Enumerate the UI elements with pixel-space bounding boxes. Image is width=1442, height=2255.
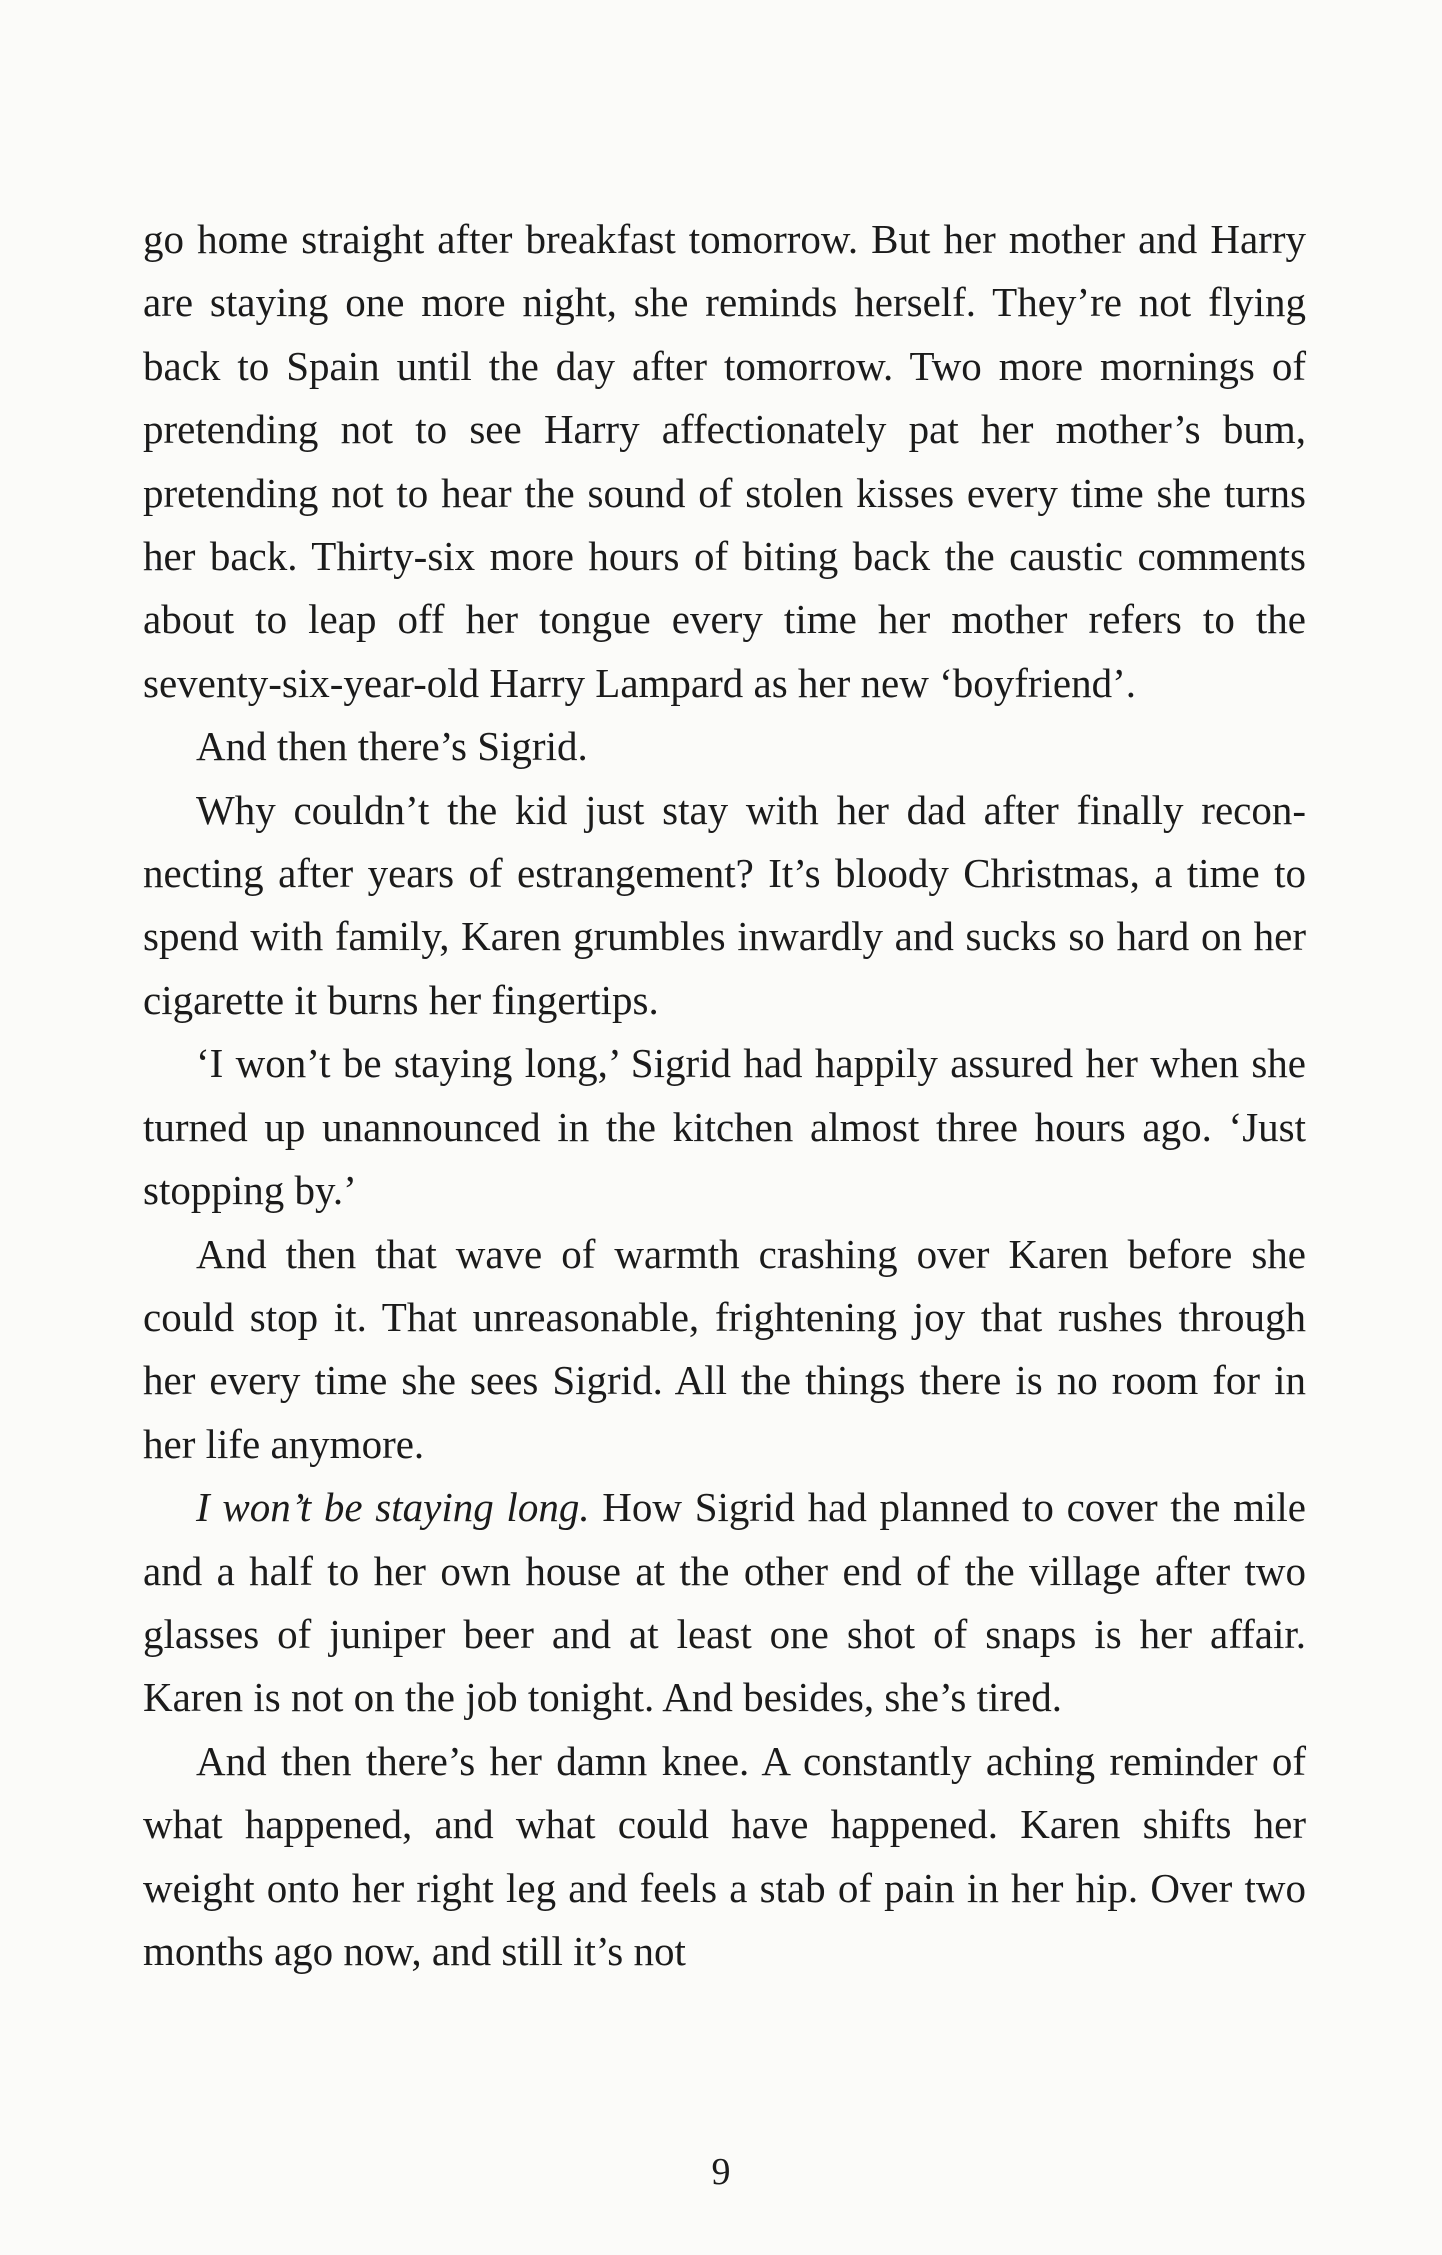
paragraph-7: And then there’s her damn knee. A constantly aching reminder of what happened, and what could have happened. Karen shifts her weight onto her right leg and feels a stab of pain in her hip. Over two months ago now, and still it’s not [143,1737,1306,1974]
paragraph-3: Why couldn’t the kid just stay with her dad after finally reconnecting after years of estrangement? It’s bloody Christmas, a time to spend with family, Karen grumbles inwardly and sucks so hard on her cigarette it burns her fingertips. [143,786,1306,1023]
paragraph-6 [143,1476,1306,1730]
paragraph-6-text: How Sigrid had planned to cover the mile and a half to her own house at the other end of the village after two glasses of juniper beer and at least one shot of snaps is her affair. Karen is not on the job tonight. And besides, she’s tired. [143,1484,1307,1721]
italic-quote: I won’t be staying long. [196,1484,590,1531]
paragraph-5: And then that wave of warmth crashing over Karen before she could stop it. That unreasonable, frightening joy that rushes through her every time she sees Sigrid. All the things there is no room for in her life anymore. [143,1230,1306,1467]
paragraph-1: go home straight after breakfast tomorrow. But her mother and Harry are staying one more night, she reminds herself. They’re not flying back to Spain until the day after tomorrow. Two more mornings of pretending not to see Harry affectionately pat her mother’s bum, pretending not to hear the sound of stolen kisses every time she turns her back. Thirty-six more hours of biting back the caustic comments about to leap off her tongue every time her mother refers to the seventy-six-year-old Harry Lampard as her new ‘boyfriend’. [143,216,1306,706]
paragraph-2: And then there’s Sigrid. [196,723,588,770]
body-text [143,208,1306,1983]
page-number: 9 [711,2151,731,2193]
paragraph-4: ‘I won’t be staying long,’ Sigrid had happily assured her when she turned up unannounced in the kitchen almost three hours ago. ‘Just stopping by.’ [143,1040,1306,1214]
